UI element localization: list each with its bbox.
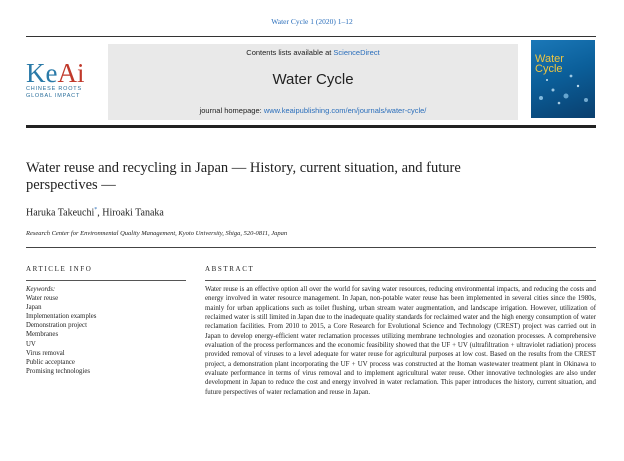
keai-logo[interactable] [26,60,106,100]
keywords-label: Keywords: [26,286,56,293]
keyword-item: Membranes [26,331,59,339]
corresponding-author-mark[interactable]: * [94,207,98,213]
keyword-item: Public acceptance [26,358,75,366]
abstract-heading: ABSTRACT [205,265,255,273]
keyword-item: Promising technologies [26,367,90,375]
journal-cover-image[interactable] [531,40,595,118]
author-separator: , [97,207,103,219]
author-list [26,207,164,218]
journal-homepage-link[interactable]: www.keaipublishing.com/en/journals/water-cycle/ [263,106,427,115]
logo-ai: Ai [57,58,85,88]
keyword-item: Virus removal [26,349,65,357]
article-title-line1: Water reuse and recycling in Japan — History, current situation, and future [26,160,461,176]
cover-title-line2: Cycle [535,63,563,75]
homepage-prefix: journal homepage: [199,106,264,115]
header-top-rule [26,36,596,37]
sciencedirect-link[interactable]: ScienceDirect [333,48,380,57]
keyword-item: Water reuse [26,295,59,303]
article-info-heading: ARTICLE INFO [26,265,93,273]
author-affiliation: Research Center for Environmental Quality Management, Kyoto University, Shiga, 520-0811, Japan [26,230,288,237]
cover-bubbles-graphic [531,68,595,108]
logo-wordmark [26,60,106,86]
cover-title-line1: Water [535,53,564,65]
contents-prefix: Contents lists available at [246,48,334,57]
keyword-item: UV [26,340,36,348]
header-bottom-rule [26,125,596,128]
author-name[interactable]: Hiroaki Tanaka [102,207,164,219]
keyword-item: Japan [26,304,42,312]
article-title-line2: perspectives — [26,177,116,193]
abstract-rule [205,280,596,281]
logo-tagline-2: GLOBAL IMPACT [26,93,81,99]
journal-masthead [108,44,518,120]
journal-citation[interactable]: Water Cycle 1 (2020) 1–12 [271,17,353,26]
abstract-text: Water reuse is an effective option all over the world for saving water resources, reducing environmental impacts, and reducing the costs and energy involved in water resource management. In Japan, non-potable water reuse has been implemented in several cities since the 1980s, mainly for urban applications such as toilet flushing, urban stream water augmentation, and landscape irrigation. However, utilization of reclaimed water is still limited in Japan due to the inadequate quality standards for reclaimed water and the high energy consumption of water reclamation facilities. From 2010 to 2015, a Core Research for Evolutional Science and Technology (CREST) project was carried out in Japan to develop energy-efficient water reclamation processes utilizing membrane technologies and ozonation processes. A comprehensive evaluation of the process performances and the economic feasibility showed that the UF + UV (ultrafiltration + ultraviolet radiation) process provided removal of viruses to a level adequate for water reuse for agricultural purposes at low cost. Based on the results from the CREST project, a demonstration plant incorporating the UF + UV process was constructed at the Itoman wastewater treatment plant in Okinawa to evaluate performance in terms of virus removal and to implement agricultural water reuse. Other innovative technologies are also under development in Japan to reduce the cost and energy involved in water reclamation. This paper introduces the history, current situation, and future perspectives of water reclamation and reuse in Japan. [205,286,596,396]
keyword-item: Implementation examples [26,313,97,321]
article-title [26,160,586,194]
contents-line [108,48,518,57]
keyword-item: Demonstration project [26,322,87,330]
article-info-rule [26,280,186,281]
logo-ke: Ke [26,58,58,88]
author-name[interactable]: Haruka Takeuchi [26,207,95,219]
section-divider [26,247,596,248]
journal-homepage-line [108,106,518,115]
keywords-list [26,285,186,376]
journal-title: Water Cycle [272,71,354,88]
logo-tagline-1: CHINESE ROOTS [26,86,82,92]
